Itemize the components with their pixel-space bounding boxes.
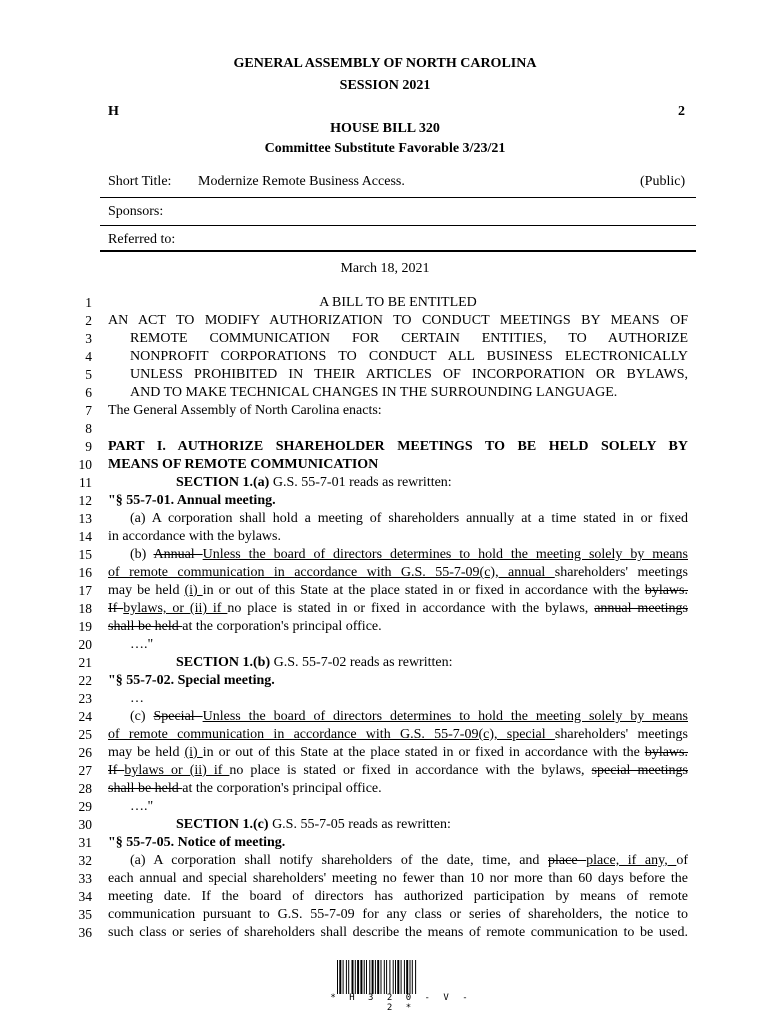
inserted-text: place, if any, [586, 853, 677, 868]
committee-status: Committee Substitute Favorable 3/23/21 [264, 141, 506, 156]
deleted-text: bylaws. [644, 745, 688, 760]
barcode-bar [343, 960, 344, 994]
body-line [108, 582, 688, 600]
barcode-bar [377, 960, 379, 994]
section-label: SECTION 1.(a) [176, 475, 270, 490]
inserted-text: (i) [184, 745, 203, 760]
barcode-bar [401, 960, 402, 994]
deleted-text: If [108, 763, 125, 778]
text-run: at the corporation's principal office. [182, 781, 382, 796]
bill-entitled: A BILL TO BE ENTITLED [319, 295, 477, 310]
inserted-text: bylaws or (ii) if [124, 763, 230, 778]
line-number: 23 [78, 691, 92, 706]
body-line: each annual and special shareholders' meeting no fewer than 10 nor more than 60 days before the [108, 871, 688, 886]
text-run: (b) [130, 547, 154, 562]
act-title-line: AND TO MAKE TECHNICAL CHANGES IN THE SURROUNDING LANGUAGE. [130, 385, 618, 400]
line-number: 13 [78, 511, 92, 526]
line-number: 10 [78, 457, 92, 472]
text-run: (a) A corporation shall notify shareholders of the date, time, and [130, 853, 549, 868]
deleted-text: Special [153, 709, 203, 724]
body-line [108, 780, 688, 798]
section-text: G.S. 55-7-02 reads as rewritten: [270, 655, 453, 670]
act-title-line: NONPROFIT CORPORATIONS TO CONDUCT ALL BUSINESS ELECTRONICALLY [130, 349, 688, 364]
barcode-bar [360, 960, 362, 994]
line-number: 9 [85, 439, 92, 454]
text-run: in or out of this State at the place stated in or fixed in accordance with the [202, 583, 645, 598]
bill-date: March 18, 2021 [340, 261, 430, 276]
barcode-bar [346, 960, 347, 994]
barcode-bar [386, 960, 387, 994]
line-number: 14 [78, 529, 92, 544]
barcode-bar [372, 960, 374, 994]
section-line [108, 474, 756, 492]
body-line: such class or series of shareholders shall describe the means of remote communication to be used. [108, 925, 688, 940]
bill-number: HOUSE BILL 320 [330, 121, 440, 136]
text-run: no place is stated or fixed in accordance with the bylaws, [229, 763, 592, 778]
text-run: shareholders' meetings [554, 565, 688, 580]
inserted-text: Unless the board of directors determines to hold the meeting solely by means [202, 547, 688, 562]
inserted-text: of remote communication in accordance with G.S. 55-7-09(c), annual [108, 565, 555, 580]
deleted-text: annual meetings [594, 601, 688, 616]
barcode-text: * H 3 2 0 - V - 2 * [330, 993, 472, 1013]
part-heading: PART I. AUTHORIZE SHAREHOLDER MEETINGS TO BE HELD SOLELY BY [108, 439, 688, 454]
body-line [108, 600, 688, 618]
referred-label: Referred to: [108, 232, 176, 247]
barcode-bar [415, 960, 416, 994]
line-number: 8 [85, 421, 92, 436]
line-number: 27 [78, 763, 92, 778]
text-run: may be held [108, 745, 185, 760]
public-label: (Public) [640, 174, 686, 189]
section-label: SECTION 1.(c) [176, 817, 269, 832]
line-number: 34 [78, 889, 92, 904]
line-number: 29 [78, 799, 92, 814]
barcode-bar [337, 960, 338, 994]
barcode-bar [348, 960, 349, 994]
barcode-bar [375, 960, 376, 994]
rule-2 [100, 225, 696, 226]
text-run: shareholders' meetings [554, 727, 688, 742]
line-number: 5 [85, 367, 92, 382]
assembly-title: GENERAL ASSEMBLY OF NORTH CAROLINA [233, 56, 537, 71]
body-line: …." [130, 799, 154, 814]
line-number: 20 [78, 637, 92, 652]
line-number: 12 [78, 493, 92, 508]
act-title-line: REMOTE COMMUNICATION FOR CERTAIN ENTITIES, TO AUTHORIZE [130, 331, 688, 346]
body-line [108, 762, 688, 780]
body-line [108, 618, 688, 636]
session-title: SESSION 2021 [339, 78, 431, 93]
line-number: 31 [78, 835, 92, 850]
short-title: Modernize Remote Business Access. [198, 174, 405, 189]
line-number: 4 [85, 349, 92, 364]
section-line [108, 654, 756, 672]
rule-1 [100, 197, 696, 198]
enacting-clause: The General Assembly of North Carolina enacts: [108, 403, 382, 418]
line-number: 28 [78, 781, 92, 796]
section-text: G.S. 55-7-05 reads as rewritten: [268, 817, 451, 832]
barcode-bar [395, 960, 396, 994]
barcode-bar [355, 960, 356, 994]
line-number: 35 [78, 907, 92, 922]
barcode-bar [366, 960, 367, 994]
line-number: 16 [78, 565, 92, 580]
line-number: 18 [78, 601, 92, 616]
act-title-line: AN ACT TO MODIFY AUTHORIZATION TO CONDUCT MEETINGS BY MEANS OF [108, 313, 688, 328]
barcode-bar [357, 960, 359, 994]
deleted-text: place [548, 853, 587, 868]
body-line [108, 546, 688, 564]
chamber-code: H [108, 104, 119, 119]
barcode-bar [369, 960, 370, 994]
line-number: 24 [78, 709, 92, 724]
line-number: 6 [85, 385, 92, 400]
rule-3 [100, 250, 696, 252]
line-number: 3 [85, 331, 92, 346]
body-line [108, 726, 688, 744]
body-line [108, 564, 688, 582]
deleted-text: Annual [153, 547, 203, 562]
text-run: of [676, 853, 688, 868]
sponsors-label: Sponsors: [108, 204, 164, 219]
deleted-text: shall be held [108, 781, 183, 796]
line-number: 17 [78, 583, 92, 598]
text-run: in or out of this State at the place stated in or fixed in accordance with the [202, 745, 645, 760]
barcode-bar [352, 960, 354, 994]
line-number: 36 [78, 925, 92, 940]
barcode-bar [397, 960, 399, 994]
barcode-bar [412, 960, 413, 994]
deleted-text: If [108, 601, 124, 616]
body-line [108, 708, 688, 726]
body-line: in accordance with the bylaws. [108, 529, 281, 544]
section-text: G.S. 55-7-01 reads as rewritten: [269, 475, 452, 490]
barcode-bar [389, 960, 390, 994]
line-number: 7 [85, 403, 92, 418]
act-title-line: UNLESS PROHIBITED IN THEIR ARTICLES OF INCORPORATION OR BYLAWS, [130, 367, 688, 382]
body-line: (a) A corporation shall hold a meeting of shareholders annually at a time stated in or fixed [130, 511, 688, 526]
section-label: SECTION 1.(b) [176, 655, 271, 670]
barcode-bar [404, 960, 405, 994]
barcode [337, 960, 465, 994]
section-line [108, 816, 756, 834]
line-number: 21 [78, 655, 92, 670]
inserted-text: bylaws, or (ii) if [123, 601, 228, 616]
part-heading: MEANS OF REMOTE COMMUNICATION [108, 457, 379, 472]
barcode-bar [384, 960, 385, 994]
text-run: (c) [130, 709, 154, 724]
barcode-bar [364, 960, 365, 994]
inserted-text: of remote communication in accordance with G.S. 55-7-09(c), special [108, 727, 555, 742]
line-number: 33 [78, 871, 92, 886]
text-run: at the corporation's principal office. [182, 619, 382, 634]
inserted-text: Unless the board of directors determines to hold the meeting solely by means [202, 709, 688, 724]
deleted-text: bylaws. [644, 583, 688, 598]
barcode-bar [410, 960, 411, 994]
line-number: 19 [78, 619, 92, 634]
barcode-bar [381, 960, 382, 994]
line-number: 32 [78, 853, 92, 868]
barcode-bar [393, 960, 394, 994]
line-number: 2 [85, 313, 92, 328]
line-number: 30 [78, 817, 92, 832]
line-number: 22 [78, 673, 92, 688]
text-run: no place is stated in or fixed in accordance with the bylaws, [227, 601, 595, 616]
deleted-text: special meetings [591, 763, 688, 778]
version-number: 2 [678, 104, 685, 119]
text-run: may be held [108, 583, 185, 598]
line-number: 1 [85, 295, 92, 310]
line-number: 25 [78, 727, 92, 742]
body-line: …." [130, 637, 154, 652]
line-number: 15 [78, 547, 92, 562]
deleted-text: shall be held [108, 619, 183, 634]
body-line [108, 852, 688, 870]
body-line: meeting date. If the board of directors has authorized participation by means of remote [108, 889, 688, 904]
statute-heading: "§ 55-7-02. Special meeting. [108, 673, 275, 688]
barcode-bar [406, 960, 408, 994]
inserted-text: (i) [184, 583, 203, 598]
body-line [108, 744, 688, 762]
body-line: communication pursuant to G.S. 55-7-09 for any class or series of shareholders, the notice to [108, 907, 688, 922]
statute-heading: "§ 55-7-01. Annual meeting. [108, 493, 276, 508]
short-title-label: Short Title: [108, 174, 172, 189]
line-number: 11 [79, 475, 92, 490]
body-line: … [130, 691, 144, 706]
statute-heading: "§ 55-7-05. Notice of meeting. [108, 835, 286, 850]
line-number: 26 [78, 745, 92, 760]
barcode-bar [339, 960, 341, 994]
